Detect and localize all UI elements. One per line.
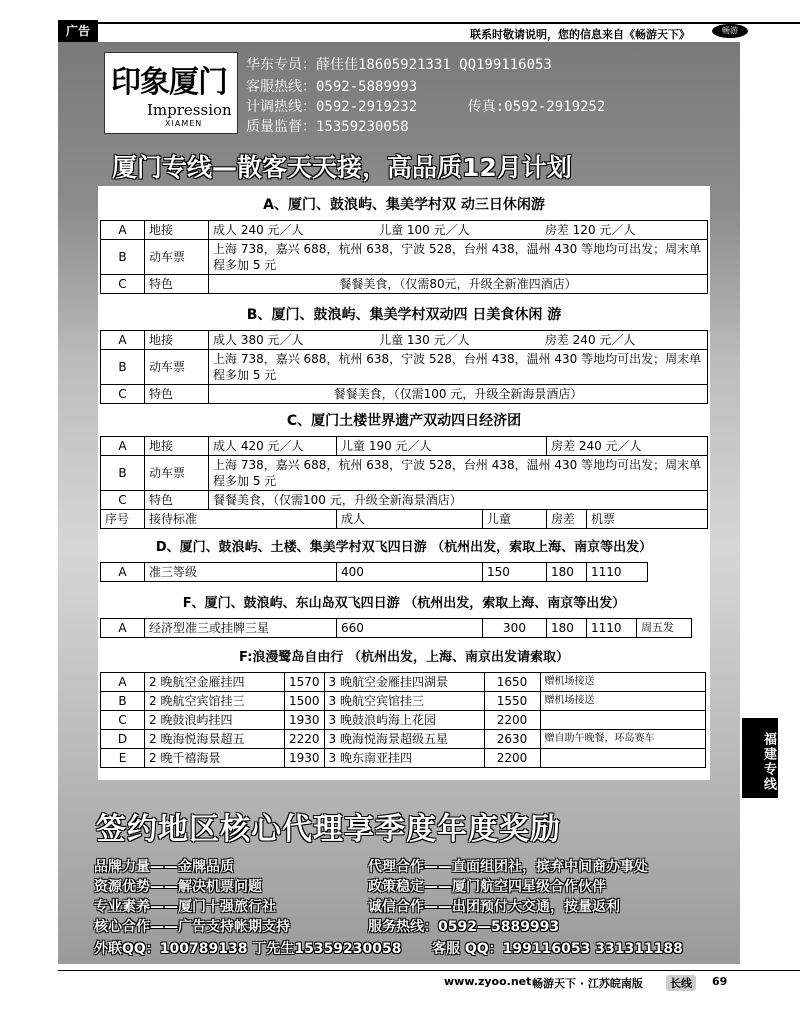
cell: 2 晚航空宾馆挂三 bbox=[145, 692, 285, 711]
cell: 300 bbox=[483, 619, 547, 638]
cell: 经济型准三或挂牌三星 bbox=[145, 619, 337, 638]
cell: 3 晚东南亚挂四 bbox=[324, 749, 484, 768]
table-row bbox=[101, 749, 706, 768]
cell bbox=[540, 711, 705, 730]
table-row bbox=[101, 385, 708, 404]
cell: 2200 bbox=[484, 711, 540, 730]
cell: 1110 bbox=[587, 563, 648, 582]
cell: 餐餐美食，（仅需80元，升级全新准四酒店） bbox=[209, 275, 708, 294]
cell: 地接 bbox=[145, 331, 209, 350]
page-number: 69 bbox=[712, 975, 728, 988]
cell: 儿童 130 元／人 bbox=[375, 331, 541, 350]
cell: 3 晚海悦海景超级五星 bbox=[324, 730, 484, 749]
cell: 180 bbox=[547, 563, 587, 582]
cell: C bbox=[101, 491, 145, 510]
cell: 1930 bbox=[285, 711, 325, 730]
cell: A bbox=[101, 619, 145, 638]
table-row bbox=[101, 437, 708, 456]
cell: 2 晚海悦海景超五 bbox=[145, 730, 285, 749]
cell: 动车票 bbox=[145, 350, 209, 385]
cell: 儿童 190 元／人 bbox=[337, 437, 547, 456]
cell: B bbox=[101, 692, 145, 711]
cell: 3 晚航空宾馆挂三 bbox=[324, 692, 484, 711]
cell: 地接 bbox=[145, 221, 209, 240]
table-row bbox=[101, 221, 708, 240]
table-row bbox=[101, 730, 706, 749]
cell: 周五发 bbox=[637, 619, 692, 638]
section-a-table bbox=[100, 220, 708, 294]
cell: B bbox=[101, 456, 145, 491]
table-row bbox=[101, 619, 692, 638]
cell: C bbox=[101, 711, 145, 730]
section-d-table bbox=[100, 562, 648, 582]
logo-sub: XIAMEN bbox=[165, 119, 203, 128]
cell: 儿童 100 元／人 bbox=[375, 221, 541, 240]
cell: 660 bbox=[337, 619, 483, 638]
cell: 成人 420 元／人 bbox=[209, 437, 337, 456]
promo-left-4: 核心合作——广告支持帐期支持 bbox=[94, 919, 290, 935]
cell: B bbox=[101, 350, 145, 385]
cell: 餐餐美食，（仅需100 元，升级全新海景酒店） bbox=[209, 385, 708, 404]
table-row bbox=[101, 331, 708, 350]
footer-url[interactable]: www.zyoo.net bbox=[444, 975, 532, 988]
cell: 上海 738，嘉兴 688，杭州 638，宁波 528，台州 438，温州 430 等地均可出发；周末单程多加 5 元 bbox=[209, 350, 708, 385]
header-cell: 序号 bbox=[101, 510, 145, 529]
cell: 2 晚航空金雁挂四 bbox=[145, 673, 285, 692]
cell: A bbox=[101, 673, 145, 692]
cell: 3 晚航空金雁挂四湖景 bbox=[324, 673, 484, 692]
cell: B bbox=[101, 240, 145, 275]
cell: 地接 bbox=[145, 437, 209, 456]
header-cell: 房差 bbox=[547, 510, 587, 529]
table-row bbox=[101, 692, 706, 711]
cell: C bbox=[101, 385, 145, 404]
cell: 上海 738，嘉兴 688，杭州 638，宁波 528，台州 438，温州 430 等地均可出发；周末单程多加 5 元 bbox=[209, 456, 708, 491]
cell: 150 bbox=[483, 563, 547, 582]
cell: C bbox=[101, 275, 145, 294]
promo-right-1: 代理合作——直面组团社，摈弃中间商办事处 bbox=[368, 859, 648, 875]
cell: 1930 bbox=[285, 749, 325, 768]
table-row bbox=[101, 456, 708, 491]
cell: 2 晚千禧海景 bbox=[145, 749, 285, 768]
promo-left-3: 专业素养——厦门十强旅行社 bbox=[94, 899, 276, 915]
table-header-row bbox=[101, 510, 708, 529]
side-category-tab: 福建专线 bbox=[742, 718, 778, 798]
header-cell: 儿童 bbox=[483, 510, 547, 529]
promo-right-4: 服务热线：0592—5889993 bbox=[368, 919, 560, 935]
promo-right-2: 政策稳定——厦门航空四星级合作伙伴 bbox=[368, 879, 606, 895]
footer-rule bbox=[58, 970, 800, 971]
header-cell: 接待标准 bbox=[145, 510, 337, 529]
cell: 成人 380 元／人 bbox=[209, 331, 376, 350]
section-c-title: C、厦门土楼世界遗产双动四日经济团 bbox=[286, 413, 522, 429]
cell: 餐餐美食，（仅需100 元，升级全新海景酒店） bbox=[209, 491, 708, 510]
cell: 上海 738，嘉兴 688，杭州 638，宁波 528，台州 438，温州 430 等地均可出发；周末单程多加 5 元 bbox=[209, 240, 708, 275]
contact-service-hotline: 客服热线：0592-5889993 bbox=[246, 79, 418, 95]
promo-left-1: 品牌力量——金牌品质 bbox=[94, 859, 234, 875]
cell: 1550 bbox=[484, 692, 540, 711]
cell: A bbox=[101, 221, 145, 240]
section-b-table bbox=[100, 330, 708, 404]
incentive-banner: 签约地区核心代理享季度年度奖励 bbox=[96, 812, 561, 847]
promo-right-5: 客服 QQ：199116053 331311188 bbox=[432, 941, 683, 957]
section-f-title: F、厦门、鼓浪屿、东山岛双飞四日游 （杭州出发，索取上海、南京等出发） bbox=[182, 596, 626, 611]
cell: 2630 bbox=[484, 730, 540, 749]
cell: 房差 240 元／人 bbox=[541, 331, 708, 350]
promo-left-2: 资源优势——解决机票问题 bbox=[94, 879, 262, 895]
cell: A bbox=[101, 331, 145, 350]
cell: 准三等级 bbox=[145, 563, 337, 582]
cell: 特色 bbox=[145, 491, 209, 510]
table-row bbox=[101, 275, 708, 294]
contact-quality: 质量监督：15359230058 bbox=[246, 119, 409, 135]
cell: 2 晚鼓浪屿挂四 bbox=[145, 711, 285, 730]
cell: 成人 240 元／人 bbox=[209, 221, 376, 240]
cell: 3 晚鼓浪屿海上花园 bbox=[324, 711, 484, 730]
cell: 动车票 bbox=[145, 240, 209, 275]
cell: 1570 bbox=[285, 673, 325, 692]
cell: A bbox=[101, 563, 145, 582]
table-row bbox=[101, 491, 708, 510]
table-row bbox=[101, 711, 706, 730]
header-cell: 机票 bbox=[587, 510, 708, 529]
cell: 180 bbox=[547, 619, 587, 638]
brand-logo bbox=[104, 52, 238, 134]
contact-east-agent: 华东专员：薛佳佳18605921331 QQ199116053 bbox=[246, 57, 552, 73]
headline: 厦门专线—散客天天接，高品质12月计划 bbox=[112, 153, 572, 182]
contact-planning-hotline: 计调热线：0592-2919232 传真:0592-2919252 bbox=[246, 99, 606, 115]
logo-cn: 印象厦门 bbox=[111, 65, 227, 100]
cell: 赠机场接送 bbox=[540, 673, 705, 692]
section-g-table bbox=[100, 672, 706, 768]
ad-tag: 广告 bbox=[58, 20, 98, 42]
cell: 1110 bbox=[587, 619, 637, 638]
promo-right-3: 诚信合作——出团预付大交通，按量返利 bbox=[368, 899, 620, 915]
cell: 特色 bbox=[145, 275, 209, 294]
magazine-logo: 畅游 bbox=[712, 24, 748, 38]
cell: 2220 bbox=[285, 730, 325, 749]
cell: 房差 120 元／人 bbox=[541, 221, 708, 240]
cell: E bbox=[101, 749, 145, 768]
promo-left-5: 外联QQ：100789138 丁先生15359230058 bbox=[94, 941, 402, 957]
footer-tag: 长线 bbox=[666, 975, 696, 991]
cell: 赠机场接送 bbox=[540, 692, 705, 711]
cell: 赠自助午晚餐，环岛赛车 bbox=[540, 730, 705, 749]
cell: 2200 bbox=[484, 749, 540, 768]
cell bbox=[540, 749, 705, 768]
cell: 房差 240 元／人 bbox=[547, 437, 708, 456]
table-row bbox=[101, 240, 708, 275]
cell: 特色 bbox=[145, 385, 209, 404]
header-cell: 成人 bbox=[337, 510, 483, 529]
table-row bbox=[101, 673, 706, 692]
section-c-table bbox=[100, 436, 708, 529]
cell: D bbox=[101, 730, 145, 749]
table-row bbox=[101, 563, 648, 582]
section-f-table bbox=[100, 618, 692, 638]
cell: 动车票 bbox=[145, 456, 209, 491]
footer-publication: 畅游天下 · 江苏皖南版 bbox=[532, 977, 643, 990]
section-a-title: A、厦门、鼓浪屿、集美学村双 动三日休闲游 bbox=[263, 197, 545, 213]
table-row bbox=[101, 350, 708, 385]
header-note: 联系时敬请说明，您的信息来自《畅游天下》 bbox=[470, 28, 690, 41]
section-g-title: F:浪漫鹭岛自由行 （杭州出发，上海、南京出发请索取） bbox=[239, 650, 569, 665]
logo-en: Impression bbox=[147, 101, 232, 119]
cell: 1500 bbox=[285, 692, 325, 711]
cell: 400 bbox=[337, 563, 483, 582]
section-d-title: D、厦门、鼓浪屿、土楼、集美学村双飞四日游 （杭州出发，索取上海、南京等出发） bbox=[155, 540, 653, 555]
cell: A bbox=[101, 437, 145, 456]
section-b-title: B、厦门、鼓浪屿、集美学村双动四 日美食休闲 游 bbox=[246, 307, 562, 323]
cell: 1650 bbox=[484, 673, 540, 692]
